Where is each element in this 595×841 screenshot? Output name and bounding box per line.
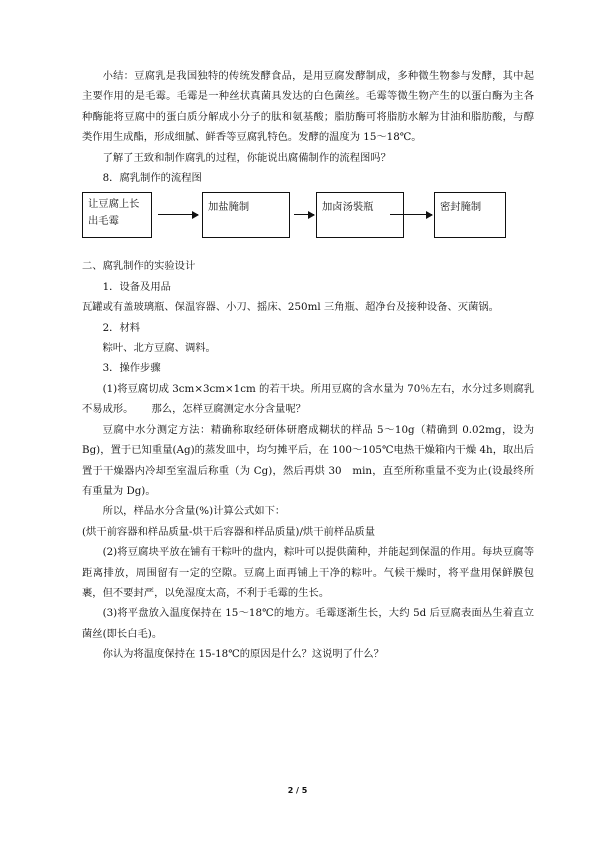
flow-step-grow-mold: 让豆腐上长出毛霉: [82, 192, 152, 238]
item3-title: 3．操作步骤: [102, 362, 161, 375]
page-content: [82, 66, 534, 665]
item2-title: 2．材料: [102, 321, 141, 334]
section-heading: 二、腐乳制作的实验设计: [82, 260, 196, 273]
formula-intro: 所以，样品水分含量(%)计算公式如下：: [102, 505, 286, 518]
flowchart-question: 了解了王致和制作腐乳的过程，你能说出腐備制作的流程图吗？: [102, 151, 391, 164]
step1-part-a: (1)将豆腐切成 3cm×3cm×1cm 的若干块。所用豆腐的含水量为 70％左右，水分过多则腐乳不易成形。: [82, 382, 534, 416]
flow-arrow: [390, 214, 432, 215]
step3-text: (3)将平盘放入温度保持在 15～18℃的地方。毛霉逐渐生长，大约 5d 后豆腐表面丛生着直立菌丝(即长白毛)。: [82, 607, 534, 640]
step1-text: [82, 379, 534, 420]
flow-arrow: [294, 214, 314, 215]
item1-text: 瓦罐或有盖玻璃瓶、保温容器、小刀、摇床、250ml 三角瓶、超净台及接种设备、灭菌锅。: [82, 301, 499, 314]
item2-text: 粽叶、北方豆腐、调料。: [102, 342, 216, 355]
page-number: 2 / 5: [287, 786, 308, 795]
moisture-method: 豆腐中水分测定方法：精确称取经研体研磨成糊状的样品 5～10g（精确到 0.02mg，设为 Bg)，置于已知重量(Ag)的蒸发皿中，均匀摊平后，在 100～105℃电热干燥箱内干燥 4h，取出后置于干燥器内冷却至室温后称重（为 Cg)，然后再烘 30 min，直至所称重量不变为止(设最终所有重量为 Dg)。: [82, 423, 534, 497]
formula: (烘干前容器和样品质量-烘干后容器和样品质量)/烘干前样品质量: [82, 525, 375, 538]
flow-step-sealing: 密封腌制: [434, 192, 506, 238]
flow-arrow: [158, 214, 198, 215]
flowchart-heading: 8．腐乳制作的流程图: [102, 172, 202, 185]
temperature-question: 你认为将温度保持在 15-18℃的原因是什么？这说明了什么？: [102, 648, 384, 661]
step1-part-b: 那么，怎样豆腐测定水分含量呢？: [151, 403, 306, 416]
flowchart: [82, 192, 534, 242]
flow-step-brine-bottling: 加卤汤裝瓶: [316, 192, 404, 238]
item1-title: 1．设备及用品: [102, 280, 171, 293]
step2-text: (2)将豆腐块平放在铺有干粽叶的盘内，粽叶可以提供菌种，并能起到保温的作用。每块豆腐等距离排放，周围留有一定的空隙。豆腐上面再铺上干净的粽叶。气候干燥时，将平盘用保鲜膜包裹，但不要封严，以免湿度太高，不利于毛霉的生长。: [82, 546, 534, 599]
summary-paragraph: 小结：豆腐乳是我国独特的传统发酵食品，是用豆腐发酵制成，多种微生物参与发酵，其中起主要作用的是毛霉。毛霉是一种丝状真菌具发达的白色菌丝。毛霉等微生物产生的以蛋白酶为主各种酶能将豆腐中的蛋白质分解成小分子的肽和氨基酸；脂肪酶可将脂肪水解为甘油和脂肪酸，与醇类作用生成酯，形成细腻、鲜香等豆腐乳特色。发酵的温度为 15～18℃。: [82, 70, 534, 144]
flow-step-salting: 加盐腌制: [202, 192, 290, 238]
